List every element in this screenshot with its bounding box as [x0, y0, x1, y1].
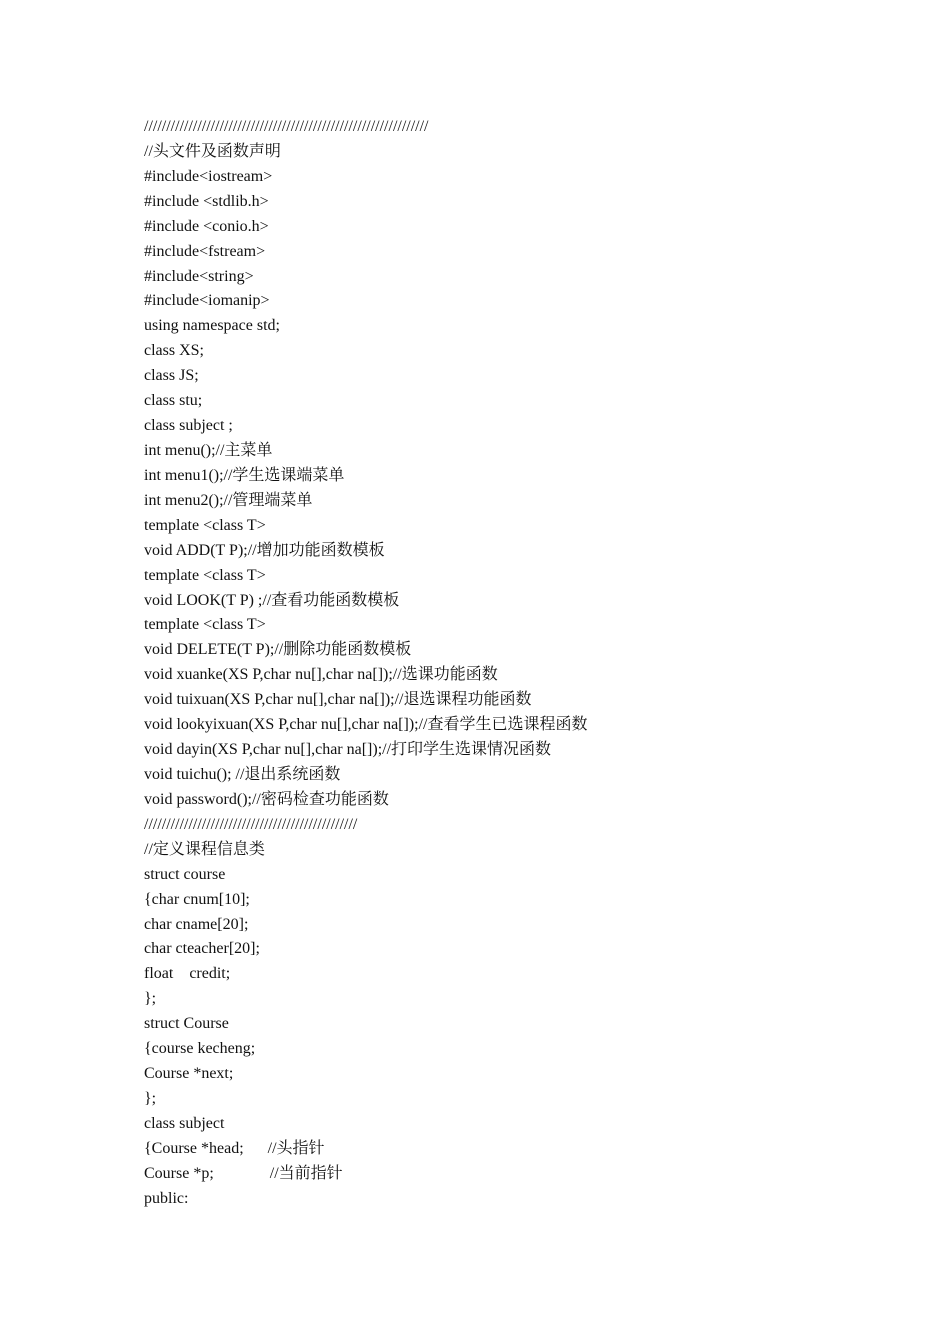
code-line: void password();//密码检查功能函数 [144, 790, 389, 808]
code-line: template <class T> [144, 566, 266, 584]
code-line: //定义课程信息类 [144, 840, 265, 858]
code-line: struct course [144, 865, 226, 883]
code-line: class subject [144, 1114, 225, 1132]
code-line: void tuichu(); //退出系统函数 [144, 765, 341, 783]
code-line: using namespace std; [144, 317, 280, 335]
code-line: class subject ; [144, 417, 233, 435]
code-line: void LOOK(T P) ;//查看功能函数模板 [144, 591, 400, 609]
code-line: int menu2();//管理端菜单 [144, 491, 313, 509]
code-line: //////////////////////////////////////////////////////////////// [144, 118, 429, 135]
code-line: char cname[20]; [144, 915, 249, 933]
code-line: class XS; [144, 342, 204, 360]
code-line: }; [144, 990, 157, 1008]
code-line: int menu();//主菜单 [144, 441, 273, 459]
code-line: Course *p; //当前指针 [144, 1164, 343, 1182]
code-line: int menu1();//学生选课端菜单 [144, 466, 345, 484]
code-line: //////////////////////////////////////////////// [144, 815, 358, 833]
code-line: void lookyixuan(XS P,char nu[],char na[]);//查看学生已选课程函数 [144, 716, 588, 734]
code-line: void xuanke(XS P,char nu[],char na[]);//选课功能函数 [144, 666, 498, 684]
code-line: struct Course [144, 1015, 229, 1033]
code-line: {Course *head; //头指针 [144, 1139, 325, 1157]
code-line: #include <conio.h> [144, 217, 269, 235]
code-line: }; [144, 1089, 157, 1107]
code-line: Course *next; [144, 1065, 234, 1083]
code-line: class stu; [144, 392, 203, 410]
code-line: template <class T> [144, 616, 266, 634]
code-line: {char cnum[10]; [144, 890, 250, 908]
code-line: public: [144, 1189, 189, 1207]
code-line: void dayin(XS P,char nu[],char na[]);//打印学生选课情况函数 [144, 741, 552, 759]
code-listing [144, 115, 588, 1212]
code-line: void ADD(T P);//增加功能函数模板 [144, 541, 385, 559]
code-line: #include<string> [144, 267, 254, 285]
code-line: template <class T> [144, 516, 266, 534]
code-line: #include<iostream> [144, 167, 273, 185]
code-line: {course kecheng; [144, 1040, 256, 1058]
code-line: #include <stdlib.h> [144, 192, 269, 210]
code-line: void tuixuan(XS P,char nu[],char na[]);//退选课程功能函数 [144, 691, 532, 709]
code-line: float credit; [144, 965, 231, 983]
code-line: #include<iomanip> [144, 292, 270, 310]
code-line: class JS; [144, 367, 199, 385]
code-line: #include<fstream> [144, 242, 266, 260]
code-line: void DELETE(T P);//删除功能函数模板 [144, 641, 412, 659]
code-line: //头文件及函数声明 [144, 142, 281, 160]
code-line: char cteacher[20]; [144, 940, 260, 958]
